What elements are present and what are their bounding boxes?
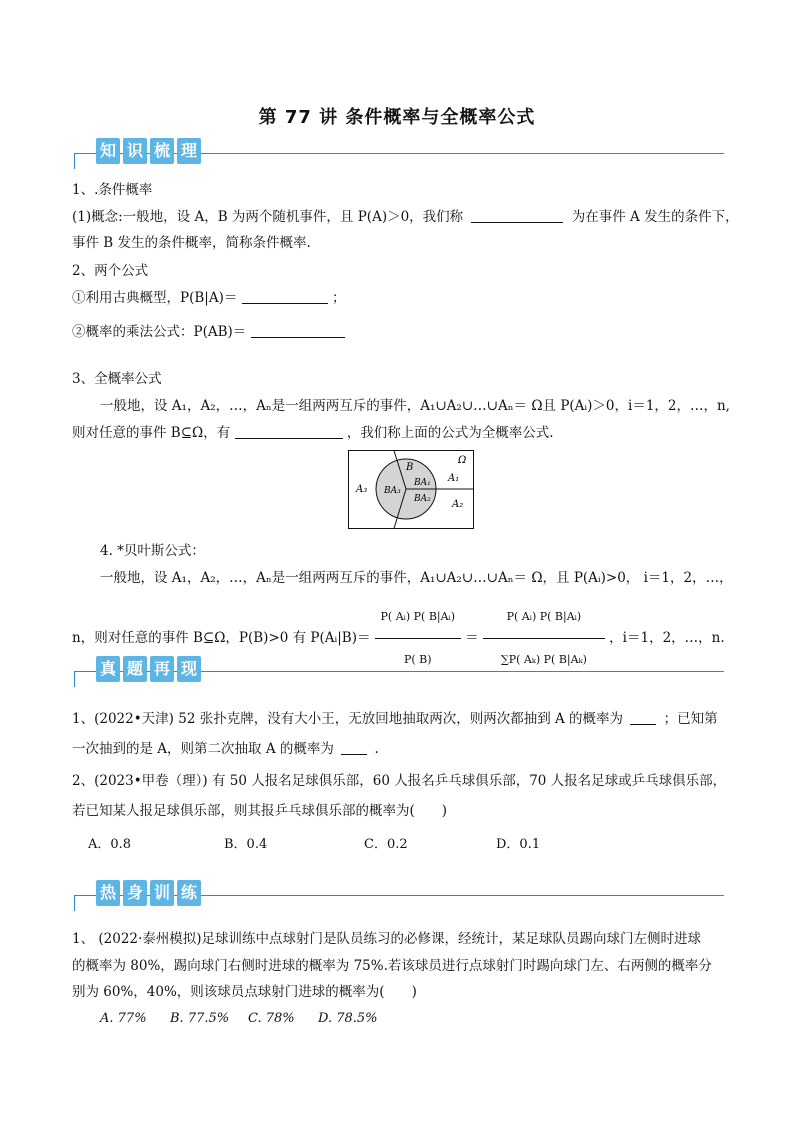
answer-blank[interactable]	[251, 325, 345, 338]
question-text: 一次抽到的是 A，则第二次抽取 A 的概率为	[72, 741, 334, 757]
bayes-text: n，则对任意的事件 B⊆Ω，P(B)>0 有 P(Aᵢ|B)＝	[72, 630, 371, 646]
option-a[interactable]: A. 77%	[100, 1011, 147, 1026]
real-q2-line-2: 若已知某人报足球俱乐部，则其报乒乓球俱乐部的概率为( )	[72, 803, 448, 819]
formula-multiplication	[72, 323, 345, 341]
venn-label-ba2: BA₂	[414, 494, 431, 504]
venn-label-a1: A₁	[448, 473, 460, 484]
venn-label-omega: Ω	[458, 455, 467, 466]
heading-two-formulas: 2、两个公式	[72, 263, 149, 279]
section-char: 再	[150, 656, 174, 682]
heading-bayes: 4. *贝叶斯公式：	[100, 543, 205, 559]
section-char: 理	[177, 138, 201, 164]
equals-sign: ＝	[465, 630, 479, 646]
page-title: 第 77 讲 条件概率与全概率公式	[258, 107, 536, 128]
option-d[interactable]: D. 78.5%	[318, 1011, 378, 1026]
total-prob-line-2	[72, 424, 554, 442]
formula-text: ①利用古典概型，P(B|A)＝	[72, 290, 238, 306]
bayes-line-1: 一般地，设 A₁，A₂，…，Aₙ是一组两两互斥的事件，A₁∪A₂∪…∪Aₙ＝ Ω，且 P(Aᵢ)>0， i＝1，2，…，	[100, 570, 733, 586]
total-prob-text: ，我们称上面的公式为全概率公式.	[346, 425, 554, 441]
section-char: 现	[177, 656, 201, 682]
venn-label-a2: A₂	[452, 499, 464, 510]
concept-line-2: 事件 B 发生的条件概率，简称条件概率.	[72, 235, 311, 251]
section-rule-vertical	[74, 671, 75, 687]
bayes-text: ，i＝1，2，…，n.	[609, 630, 725, 646]
venn-label-b: B	[406, 462, 414, 473]
concept-text: (1)概念:一般地，设 A，B 为两个随机事件，且 P(A)＞0，我们称	[72, 209, 464, 225]
concept-text: 为在事件 A 发生的条件下，	[571, 209, 739, 225]
option-a[interactable]: A．0.8	[88, 837, 132, 852]
option-c[interactable]: C. 78%	[248, 1011, 295, 1026]
heading-conditional-probability: 1、.条件概率	[72, 182, 153, 198]
section-char: 训	[150, 880, 174, 906]
section-header-knowledge	[74, 138, 724, 172]
question-text: ；已知第	[663, 711, 718, 727]
venn-label-ba1: BA₁	[414, 478, 431, 488]
venn-label-a3: A₃	[356, 484, 368, 495]
warm-q1-line-1: 1、 (2022·泰州模拟)足球训练中点球射门是队员练习的必修课，经统计，某足球队员踢向球门左侧时进球	[72, 931, 702, 947]
section-char: 识	[123, 138, 147, 164]
question-text: .	[374, 741, 379, 757]
section-header-real-exams	[74, 656, 724, 690]
formula-text: ；	[331, 290, 346, 306]
option-c[interactable]: C．0.2	[364, 837, 408, 852]
answer-blank[interactable]	[471, 210, 563, 223]
section-label	[96, 880, 201, 906]
total-prob-text: 则对任意的事件 B⊆Ω，有	[72, 425, 231, 441]
warm-q1-line-3: 别为 60%，40%，则该球员点球射门进球的概率为( )	[72, 984, 417, 1000]
fraction-numerator: P( Aᵢ) P( B|Aᵢ)	[483, 596, 605, 639]
section-char: 知	[96, 138, 120, 164]
real-q1-line-1	[72, 710, 718, 728]
section-char: 练	[177, 880, 201, 906]
section-char: 热	[96, 880, 120, 906]
option-b[interactable]: B. 77.5%	[170, 1011, 230, 1026]
venn-label-ba3: BA₃	[384, 486, 401, 496]
section-label	[96, 656, 201, 682]
real-q2-line-1: 2、(2023•甲卷（理）) 有 50 人报名足球俱乐部，60 人报名乒乓球俱乐部，70 人报名足球或乒乓球俱乐部，	[72, 773, 727, 789]
fraction-denominator: ∑P( Aₖ) P( B|Aₖ)	[500, 653, 587, 666]
total-prob-line-1: 一般地，设 A₁，A₂，…，Aₙ是一组两两互斥的事件，A₁∪A₂∪…∪Aₙ＝ Ω且 P(Aᵢ)＞0，i＝1，2，…，n,	[100, 398, 730, 414]
section-char: 真	[96, 656, 120, 682]
section-char: 身	[123, 880, 147, 906]
answer-blank[interactable]	[341, 742, 367, 755]
venn-diagram	[348, 450, 475, 530]
section-label	[96, 138, 201, 164]
fraction-denominator: P( B)	[403, 653, 432, 666]
formula-classical	[72, 289, 345, 307]
answer-blank[interactable]	[242, 291, 328, 304]
fraction-numerator: P( Aᵢ) P( B|Aᵢ)	[375, 596, 461, 639]
question-text: 1、(2022•天津) 52 张扑克牌，没有大小王，无放回地抽取两次，则两次都抽到 A 的概率为	[72, 711, 624, 727]
section-char: 题	[123, 656, 147, 682]
formula-text: ②概率的乘法公式：P(AB)＝	[72, 324, 247, 340]
warm-q1-line-2: 的概率为 80%，踢向球门右侧时进球的概率为 75%.若该球员进行点球射门时踢向球门左、右两侧的概率分	[72, 958, 712, 974]
real-q1-line-2	[72, 740, 379, 758]
section-char: 梳	[150, 138, 174, 164]
section-rule-vertical	[74, 153, 75, 169]
answer-blank[interactable]	[630, 712, 656, 725]
answer-blank[interactable]	[235, 426, 343, 439]
section-rule-vertical	[74, 895, 75, 911]
concept-line-1	[72, 208, 739, 226]
section-header-warmup	[74, 880, 724, 914]
option-d[interactable]: D．0.1	[496, 837, 541, 852]
heading-total-probability: 3、全概率公式	[72, 371, 162, 387]
option-b[interactable]: B．0.4	[224, 837, 268, 852]
